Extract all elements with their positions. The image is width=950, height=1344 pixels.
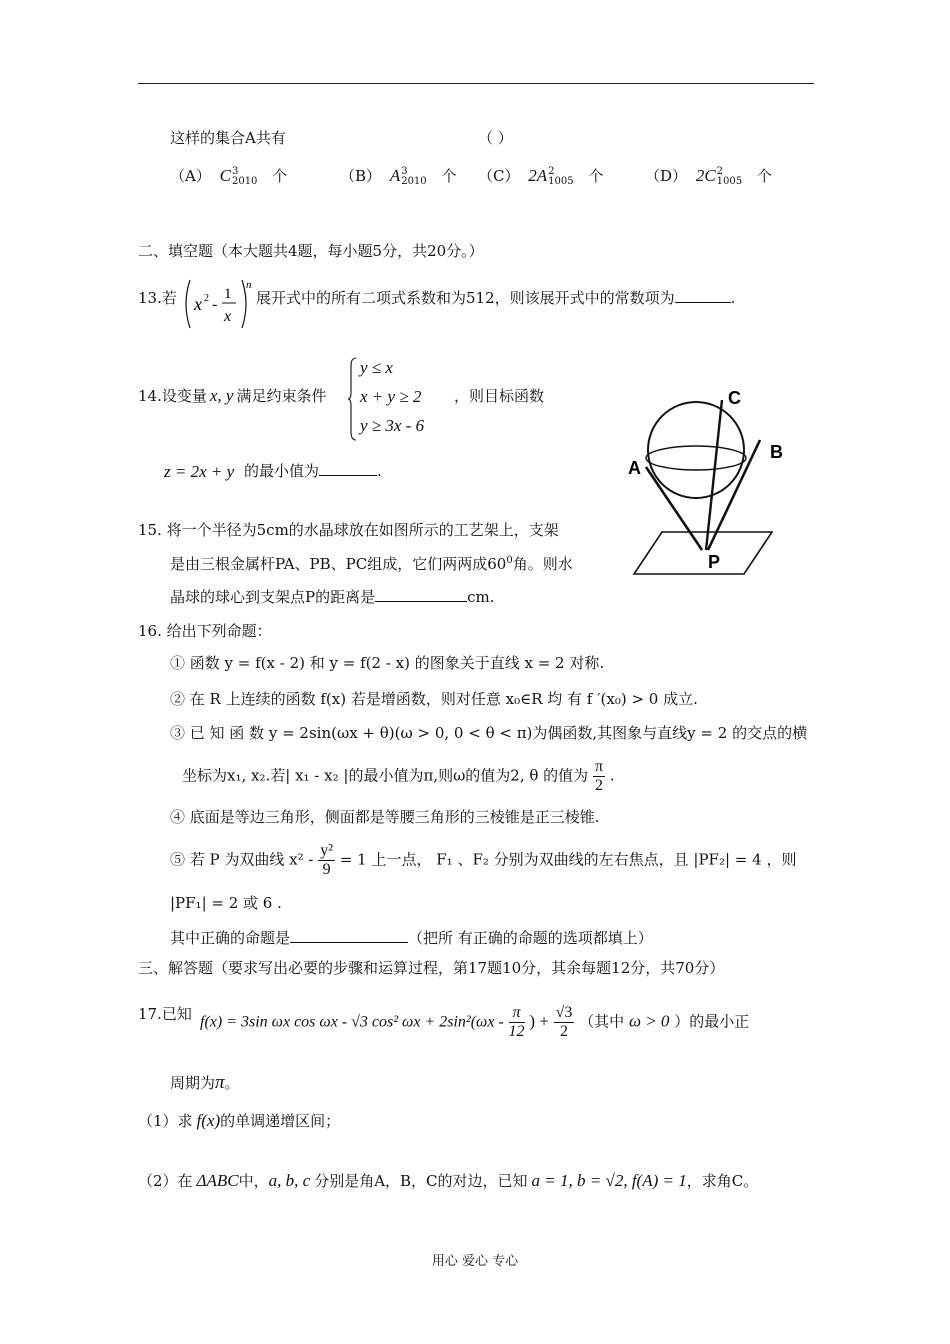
q12-option-c: （C） 2A 2 1005 个 (478, 166, 604, 187)
q14-constraint-3: y ≥ 3x - 6 (360, 416, 425, 435)
q16-proposition-5: ⑤ 若 P 为双曲线 x² - $\frac{\text{y²}}{9}$ = 1 上一点， F₁ 、F₂ 分别为双曲线的左右焦点，且 |PF₂| = 4 ，则 (170, 842, 797, 878)
svg-text:x: x (194, 294, 202, 314)
binomial-bracket-graphic (180, 276, 256, 332)
q16-proposition-3b: 坐标为x₁, x₂.若| x₁ - x₂ |的最小值为π,则ω的值为2, θ 的值为 $\frac{\pi}{2}$ . (182, 758, 615, 794)
q15-answer-blank[interactable] (375, 587, 467, 602)
q16-head: 16. 给出下列命题： (138, 622, 272, 640)
q12-answer-paren: （ ） (478, 129, 513, 147)
q13-answer-blank[interactable] (675, 288, 731, 303)
q14-answer-blank[interactable] (319, 461, 377, 476)
section3-title: 三、解答题（要求写出必要的步骤和运算过程，第17题10分，其余每题12分，共70分） (138, 959, 725, 977)
q12-option-a: （A） C 3 2010 个 (170, 166, 288, 187)
q12-text: 这样的集合A共有 (170, 129, 286, 147)
q16-proposition-4: ④ 底面是等边三角形，侧面都是等腰三角形的三棱锥是正三棱锥. (170, 808, 600, 826)
q14-objective: z = 2x + y (164, 462, 235, 481)
q16-answer-line: 其中正确的命题是 （把所 有正确的命题的选项都填上） (170, 929, 653, 947)
q14-text: 14.设变量 x, y 满足约束条件 (138, 386, 327, 405)
header-rule (138, 83, 814, 84)
q13-text: 展开式中的所有二项式系数和为512，则该展开式中的常数项为 . (256, 289, 736, 307)
q16-proposition-2: ② 在 R 上连续的函数 f(x) 若是增函数，则对任意 x₀∈R 均 有 f ′(x₀) > 0 成立. (170, 690, 698, 708)
q17-period: 周期为π。 (170, 1072, 240, 1093)
q16-proposition-3a: ③ 已 知 函 数 y = 2sin(ωx + θ)(ω > 0, 0 < θ < π)为偶函数,其图象与直线y = 2 的交点的横 (170, 724, 808, 742)
q17-subquestion-1: （1）求 f(x)的单调递增区间； (138, 1111, 341, 1130)
q13-binomial-expression (180, 276, 256, 336)
figure-label-a: A (628, 458, 641, 478)
section2-title: 二、填空题（本大题共4题，每小题5分，共20分。） (138, 242, 484, 260)
q12-option-b: （B） A 3 2010 个 (340, 166, 457, 187)
q13-number: 13.若 (138, 289, 177, 307)
q14-constraint-2: x + y ≥ 2 (360, 387, 422, 406)
svg-text:x: x (224, 308, 232, 325)
q14-min-text: 的最小值为 . (244, 462, 382, 480)
figure-label-b: B (770, 442, 783, 462)
q17-prefix: 17.已知 (138, 1005, 192, 1023)
page-footer: 用心 爱心 专心 (431, 1254, 519, 1269)
svg-text:1: 1 (224, 286, 232, 302)
q16-answer-blank[interactable] (290, 928, 408, 943)
q14-constraint-1: y ≤ x (360, 358, 393, 377)
q15-line-2: 是由三根金属杆PA、PB、PC组成，它们两两成$60^0$角。则水 (170, 555, 573, 573)
figure-label-c: C (728, 388, 741, 408)
q12-option-d: （D） 2C 2 1005 个 (645, 166, 772, 187)
q17-subquestion-2: （2）在 ΔABC中，a, b, c 分别是角A，B，C的对边，已知 a = 1, b = √2, f(A) = 1，求角C。 (138, 1171, 759, 1190)
svg-text:-: - (212, 296, 218, 313)
svg-text:2: 2 (204, 293, 209, 304)
q14-after: ，则目标函数 (454, 387, 545, 405)
constraint-brace (348, 356, 358, 442)
q15-line-1: 15. 将一个半径为5cm的水晶球放在如图所示的工艺架上，支架 (138, 521, 559, 539)
svg-text:n: n (246, 279, 252, 291)
q16-proposition-1: ① 函数 y = f(x - 2) 和 y = f(2 - x) 的图象关于直线 x = 2 对称. (170, 654, 605, 672)
crystal-ball-figure (624, 382, 794, 582)
figure-label-p: P (708, 552, 721, 572)
q16-proposition-5c: |PF₁| = 2 或 6 . (170, 894, 282, 912)
q15-line-3: 晶球的球心到支架点P的距离是 cm. (170, 588, 495, 606)
q17-function: f(x) = 3sin ωx cos ωx - √3 cos² ωx + 2sin²(ωx - $\frac{\pi}{12}$ ) + $\frac{√3}{2}$ （其中 ω > 0 ）的最小正 (200, 1004, 750, 1040)
